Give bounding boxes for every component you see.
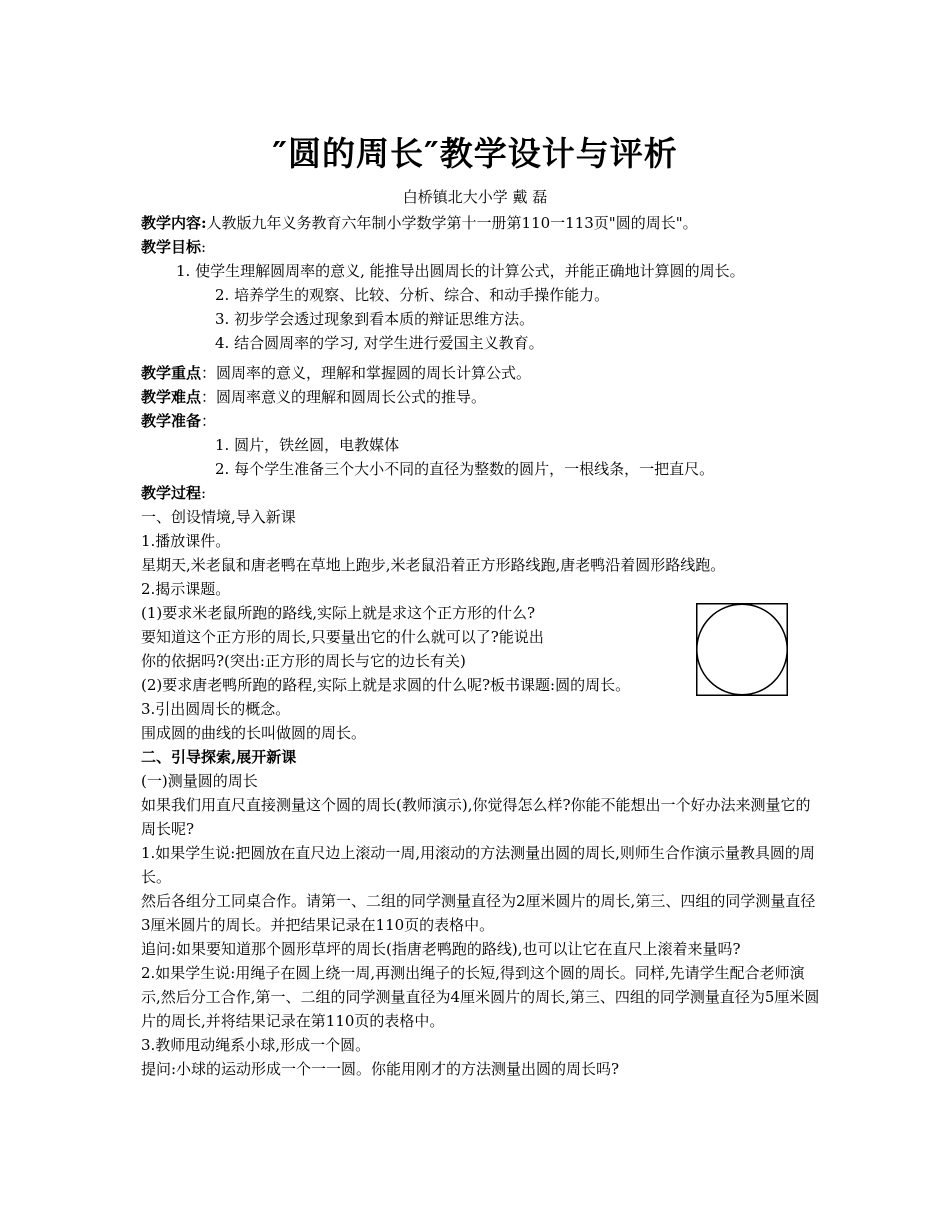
paragraph: 1.播放课件。 bbox=[141, 532, 231, 550]
process-heading: 教学过程: bbox=[141, 484, 207, 502]
paragraph: 要知道这个正方形的周长,只要量出它的什么就可以了?能说出 bbox=[141, 628, 544, 646]
paragraph: 围成圆的曲线的长叫做圆的周长。 bbox=[141, 724, 367, 742]
preparation-item: 1. 圆片，铁丝圆，电教媒体 bbox=[215, 436, 400, 454]
paragraph: (2)要求唐老鸭所跑的路程,实际上就是求圆的什么呢?板书课题:圆的周长。 bbox=[141, 676, 631, 694]
paragraph: 3.教师甩动绳系小球,形成一个圆。 bbox=[141, 1036, 371, 1054]
key-points: 教学重点：圆周率的意义，理解和掌握圆的周长计算公式。 bbox=[141, 364, 532, 382]
objectives-heading: 教学目标: bbox=[141, 238, 207, 256]
paragraph: 追问:如果要知道那个圆形草坪的周长(指唐老鸭跑的路线),也可以让它在直尺上滚着来量吗? bbox=[141, 940, 741, 958]
paragraph: 如果我们用直尺直接测量这个圆的周长(教师演示),你觉得怎么样?你能不能想出一个好办法来测量它的周长呢? bbox=[141, 796, 811, 838]
paragraph: 你的依据吗?(突出:正方形的周长与它的边长有关) bbox=[141, 652, 466, 670]
paragraph: 提问:小球的运动形成一个一一圆。你能用刚才的方法测量出圆的周长吗? bbox=[141, 1060, 620, 1078]
preparation-item: 2. 每个学生准备三个大小不同的直径为整数的圆片，一根线条，一把直尺。 bbox=[215, 460, 715, 478]
paragraph: 星期天,米老鼠和唐老鸭在草地上跑步,米老鼠沿着正方形路线跑,唐老鸭沿着圆形路线跑。 bbox=[141, 556, 726, 574]
difficulties: 教学难点：圆周率意义的理解和圆周长公式的推导。 bbox=[141, 388, 487, 406]
paragraph: 1.如果学生说:把圆放在直尺边上滚动一周,用滚动的方法测量出圆的周长,则师生合作演示量教具圆的周长。 bbox=[141, 844, 815, 886]
paragraph: 然后各组分工同桌合作。请第一、二组的同学测量直径为2厘米圆片的周长,第三、四组的同学测量直径3厘米圆片的周长。并把结果记录在110页的表格中。 bbox=[141, 892, 816, 934]
paragraph: 2.如果学生说:用绳子在圆上绕一周,再测出绳子的长短,得到这个圆的周长。同样,先请学生配合老师演示,然后分工合作,第一、二组的同学测量直径为4厘米圆片的周长,第三、四组的同学测量直径为5厘米圆片的周长,并将结果记录在第110页的表格中。 bbox=[141, 964, 820, 1030]
teaching-content-label: 教学内容: bbox=[141, 214, 207, 232]
section-heading: 二、引导探索,展开新课 bbox=[141, 748, 297, 766]
objective-item: 4. 结合圆周率的学习, 对学生进行爱国主义教育。 bbox=[215, 334, 544, 352]
subsection-heading: (一)测量圆的周长 bbox=[141, 772, 258, 790]
circle-shape bbox=[697, 604, 787, 694]
circle-in-square-figure bbox=[696, 603, 788, 696]
section-heading: 一、创设情境,导入新课 bbox=[141, 508, 296, 526]
document-title: ″圆的周长″教学设计与评析 bbox=[272, 134, 678, 173]
paragraph: (1)要求米老鼠所跑的路线,实际上就是求这个正方形的什么? bbox=[141, 604, 536, 622]
preparation-heading: 教学准备： bbox=[141, 412, 217, 430]
paragraph: 3.引出圆周长的概念。 bbox=[141, 700, 291, 718]
teaching-content bbox=[141, 211, 821, 235]
objective-item: 3. 初步学会透过现象到看本质的辩证思维方法。 bbox=[215, 310, 535, 328]
author-line: 白桥镇北大小学 戴 磊 bbox=[402, 188, 548, 206]
teaching-content-text: 人教版九年义务教育六年制小学数学第十一册第110一113页"圆的周长"。 bbox=[206, 214, 698, 232]
objective-item: 1. 使学生理解圆周率的意义, 能推导出圆周长的计算公式，并能正确地计算圆的周长。 bbox=[176, 262, 745, 280]
paragraph: 2.揭示课题。 bbox=[141, 580, 231, 598]
objective-item: 2. 培养学生的观察、比较、分析、综合、和动手操作能力。 bbox=[215, 286, 610, 304]
